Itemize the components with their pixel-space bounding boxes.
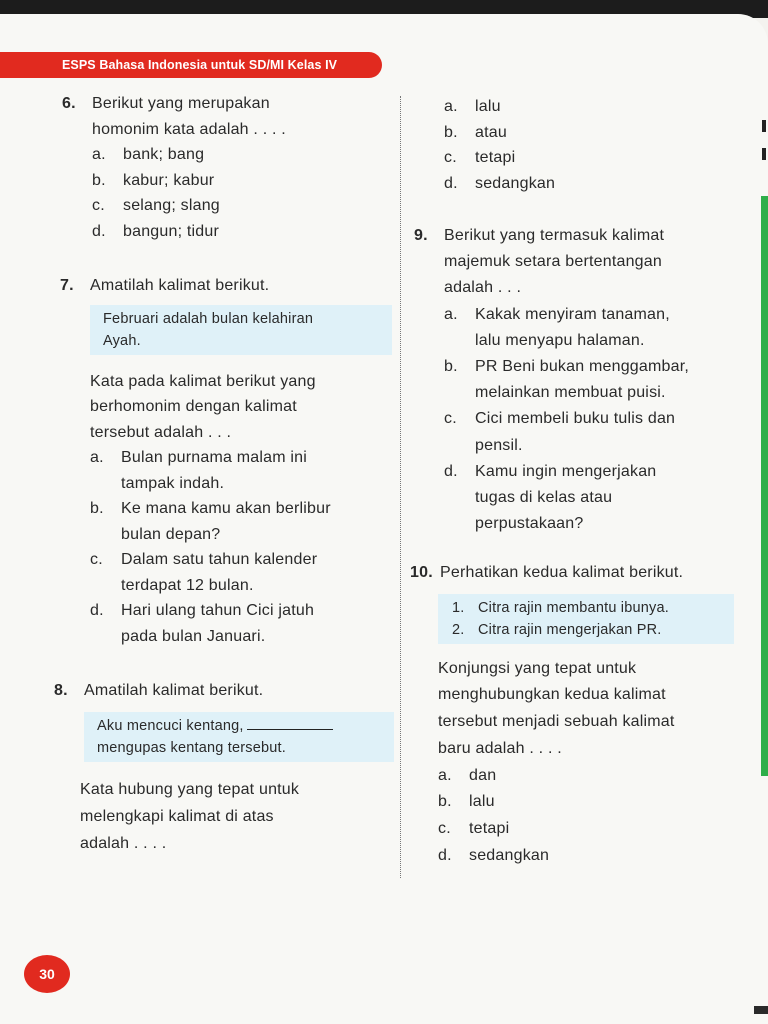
option-text: atau bbox=[475, 123, 507, 141]
example-sentence-box bbox=[90, 305, 392, 355]
option-text: Cici membeli buku tulis dan bbox=[475, 410, 676, 428]
sentence-text: Citra rajin mengerjakan PR. bbox=[478, 621, 662, 638]
option-text: kabur; kabur bbox=[123, 171, 215, 189]
option-d bbox=[444, 459, 744, 538]
question-number: 9. bbox=[414, 227, 428, 244]
option-b bbox=[438, 789, 750, 816]
option-text: Kamu ingin mengerjakan bbox=[475, 462, 657, 480]
sentence-item bbox=[452, 597, 726, 619]
option-d bbox=[90, 598, 392, 649]
option-letter: c. bbox=[444, 410, 457, 428]
question-10 bbox=[410, 560, 750, 870]
example-sentence-box bbox=[84, 712, 394, 762]
stem-line: melengkapi kalimat di atas bbox=[80, 807, 274, 825]
option-a bbox=[90, 445, 392, 496]
option-text: lalu bbox=[475, 98, 501, 115]
stem-line: Konjungsi yang tepat untuk bbox=[438, 659, 637, 677]
option-c bbox=[438, 816, 750, 843]
option-text: Ke mana kamu akan berlibur bbox=[121, 500, 331, 517]
option-letter: a. bbox=[444, 98, 458, 115]
box-line: Februari adalah bulan kelahiran bbox=[103, 310, 314, 327]
option-text: sedangkan bbox=[475, 174, 556, 192]
option-text: bank; bang bbox=[123, 146, 205, 163]
option-letter: a. bbox=[444, 305, 458, 323]
stem-line: tersebut menjadi sebuah kalimat bbox=[438, 713, 675, 731]
option-b bbox=[444, 120, 744, 146]
option-d bbox=[92, 219, 388, 245]
option-text: tugas di kelas atau bbox=[475, 489, 613, 507]
option-text: Bulan purnama malam ini bbox=[121, 449, 308, 466]
stem-line: adalah . . . . bbox=[80, 834, 167, 852]
sentence-number: 1. bbox=[452, 599, 465, 616]
question-text: Berikut yang merupakan bbox=[92, 95, 270, 112]
stem-line: Kata pada kalimat berikut yang bbox=[90, 372, 316, 390]
sentence-list-box bbox=[438, 594, 734, 644]
option-text: perpustakaan? bbox=[475, 515, 584, 533]
option-text: sedangkan bbox=[469, 847, 550, 865]
option-letter: b. bbox=[444, 358, 458, 376]
option-a bbox=[438, 763, 750, 790]
option-letter: a. bbox=[438, 766, 452, 784]
option-b bbox=[444, 354, 744, 406]
option-letter: c. bbox=[438, 820, 451, 838]
stem-line: tersebut adalah . . . bbox=[90, 423, 232, 441]
option-text: tampak indah. bbox=[121, 474, 225, 492]
option-a bbox=[444, 302, 744, 354]
option-d bbox=[438, 843, 750, 870]
question-number: 6. bbox=[62, 95, 76, 112]
sentence-text: Citra rajin membantu ibunya. bbox=[478, 599, 669, 616]
question-8-options bbox=[444, 94, 744, 196]
option-text: tetapi bbox=[469, 820, 510, 838]
option-text: pensil. bbox=[475, 436, 523, 454]
option-letter: d. bbox=[438, 847, 452, 865]
option-text: bulan depan? bbox=[121, 525, 221, 543]
option-text: Dalam satu tahun kalender bbox=[121, 551, 318, 568]
option-letter: d. bbox=[444, 174, 458, 192]
right-edge-strip bbox=[761, 196, 768, 776]
box-line: Ayah. bbox=[103, 332, 141, 349]
stem-line: berhomonim dengan kalimat bbox=[90, 398, 297, 415]
question-intro: Amatilah kalimat berikut. bbox=[90, 277, 270, 294]
header-title: ESPS Bahasa Indonesia untuk SD/MI Kelas IV bbox=[62, 58, 338, 72]
option-text: pada bulan Januari. bbox=[121, 627, 266, 645]
option-c bbox=[92, 193, 388, 219]
option-letter: c. bbox=[444, 149, 457, 166]
option-text: Hari ulang tahun Cici jatuh bbox=[121, 602, 315, 619]
option-letter: c. bbox=[90, 551, 103, 568]
option-letter: b. bbox=[92, 171, 106, 189]
stem-line: Kata hubung yang tepat untuk bbox=[80, 780, 300, 798]
edge-mark bbox=[762, 120, 766, 132]
question-8 bbox=[54, 678, 394, 857]
question-6 bbox=[62, 91, 388, 244]
option-letter: c. bbox=[92, 197, 105, 214]
option-text: melainkan membuat puisi. bbox=[475, 384, 666, 402]
question-text: adalah . . . bbox=[444, 279, 522, 297]
question-text: homonim kata adalah . . . . bbox=[92, 120, 286, 138]
question-7 bbox=[60, 273, 392, 649]
box-line: Aku mencuci kentang, bbox=[97, 717, 244, 734]
option-c bbox=[444, 145, 744, 171]
question-stem bbox=[54, 776, 394, 857]
question-intro: Perhatikan kedua kalimat berikut. bbox=[440, 564, 684, 581]
option-text: dan bbox=[469, 766, 497, 784]
edge-mark bbox=[762, 148, 766, 160]
question-stem bbox=[410, 656, 750, 870]
stem-line: menghubungkan kedua kalimat bbox=[438, 686, 666, 704]
question-number: 7. bbox=[60, 277, 74, 294]
option-text: PR Beni bukan menggambar, bbox=[475, 358, 690, 376]
option-text: Kakak menyiram tanaman, bbox=[475, 305, 670, 323]
question-number: 10. bbox=[410, 564, 433, 581]
option-letter: d. bbox=[92, 222, 106, 240]
box-line: mengupas kentang tersebut. bbox=[97, 739, 286, 756]
book-header-banner bbox=[0, 52, 382, 78]
option-b bbox=[92, 168, 388, 194]
option-a bbox=[444, 94, 744, 120]
stem-line: baru adalah . . . . bbox=[438, 739, 562, 757]
option-text: bangun; tidur bbox=[123, 222, 220, 240]
question-text: Berikut yang termasuk kalimat bbox=[444, 227, 665, 244]
option-c bbox=[444, 406, 744, 458]
option-text: tetapi bbox=[475, 149, 516, 166]
page-number-badge bbox=[24, 955, 70, 993]
question-text: majemuk setara bertentangan bbox=[444, 253, 662, 271]
option-text: lalu bbox=[469, 793, 495, 811]
option-letter: b. bbox=[90, 500, 104, 517]
option-text: lalu menyapu halaman. bbox=[475, 331, 645, 349]
option-letter: a. bbox=[90, 449, 104, 466]
question-stem bbox=[60, 369, 392, 650]
option-letter: a. bbox=[92, 146, 106, 163]
question-number: 8. bbox=[54, 682, 68, 699]
option-letter: b. bbox=[444, 123, 458, 141]
option-b bbox=[90, 496, 392, 547]
question-9 bbox=[414, 223, 744, 537]
option-a bbox=[92, 142, 388, 168]
option-text: selang; slang bbox=[123, 197, 220, 214]
option-letter: d. bbox=[90, 602, 104, 619]
question-intro: Amatilah kalimat berikut. bbox=[84, 682, 264, 699]
option-letter: b. bbox=[438, 793, 452, 811]
option-d bbox=[444, 171, 744, 197]
sentence-item bbox=[452, 619, 726, 641]
page-number: 30 bbox=[39, 966, 55, 982]
corner-mark bbox=[754, 1006, 768, 1014]
option-letter: d. bbox=[444, 462, 458, 480]
column-divider bbox=[400, 96, 401, 878]
answer-blank bbox=[247, 715, 333, 730]
option-text: terdapat 12 bulan. bbox=[121, 576, 254, 594]
sentence-number: 2. bbox=[452, 621, 465, 638]
option-c bbox=[90, 547, 392, 598]
